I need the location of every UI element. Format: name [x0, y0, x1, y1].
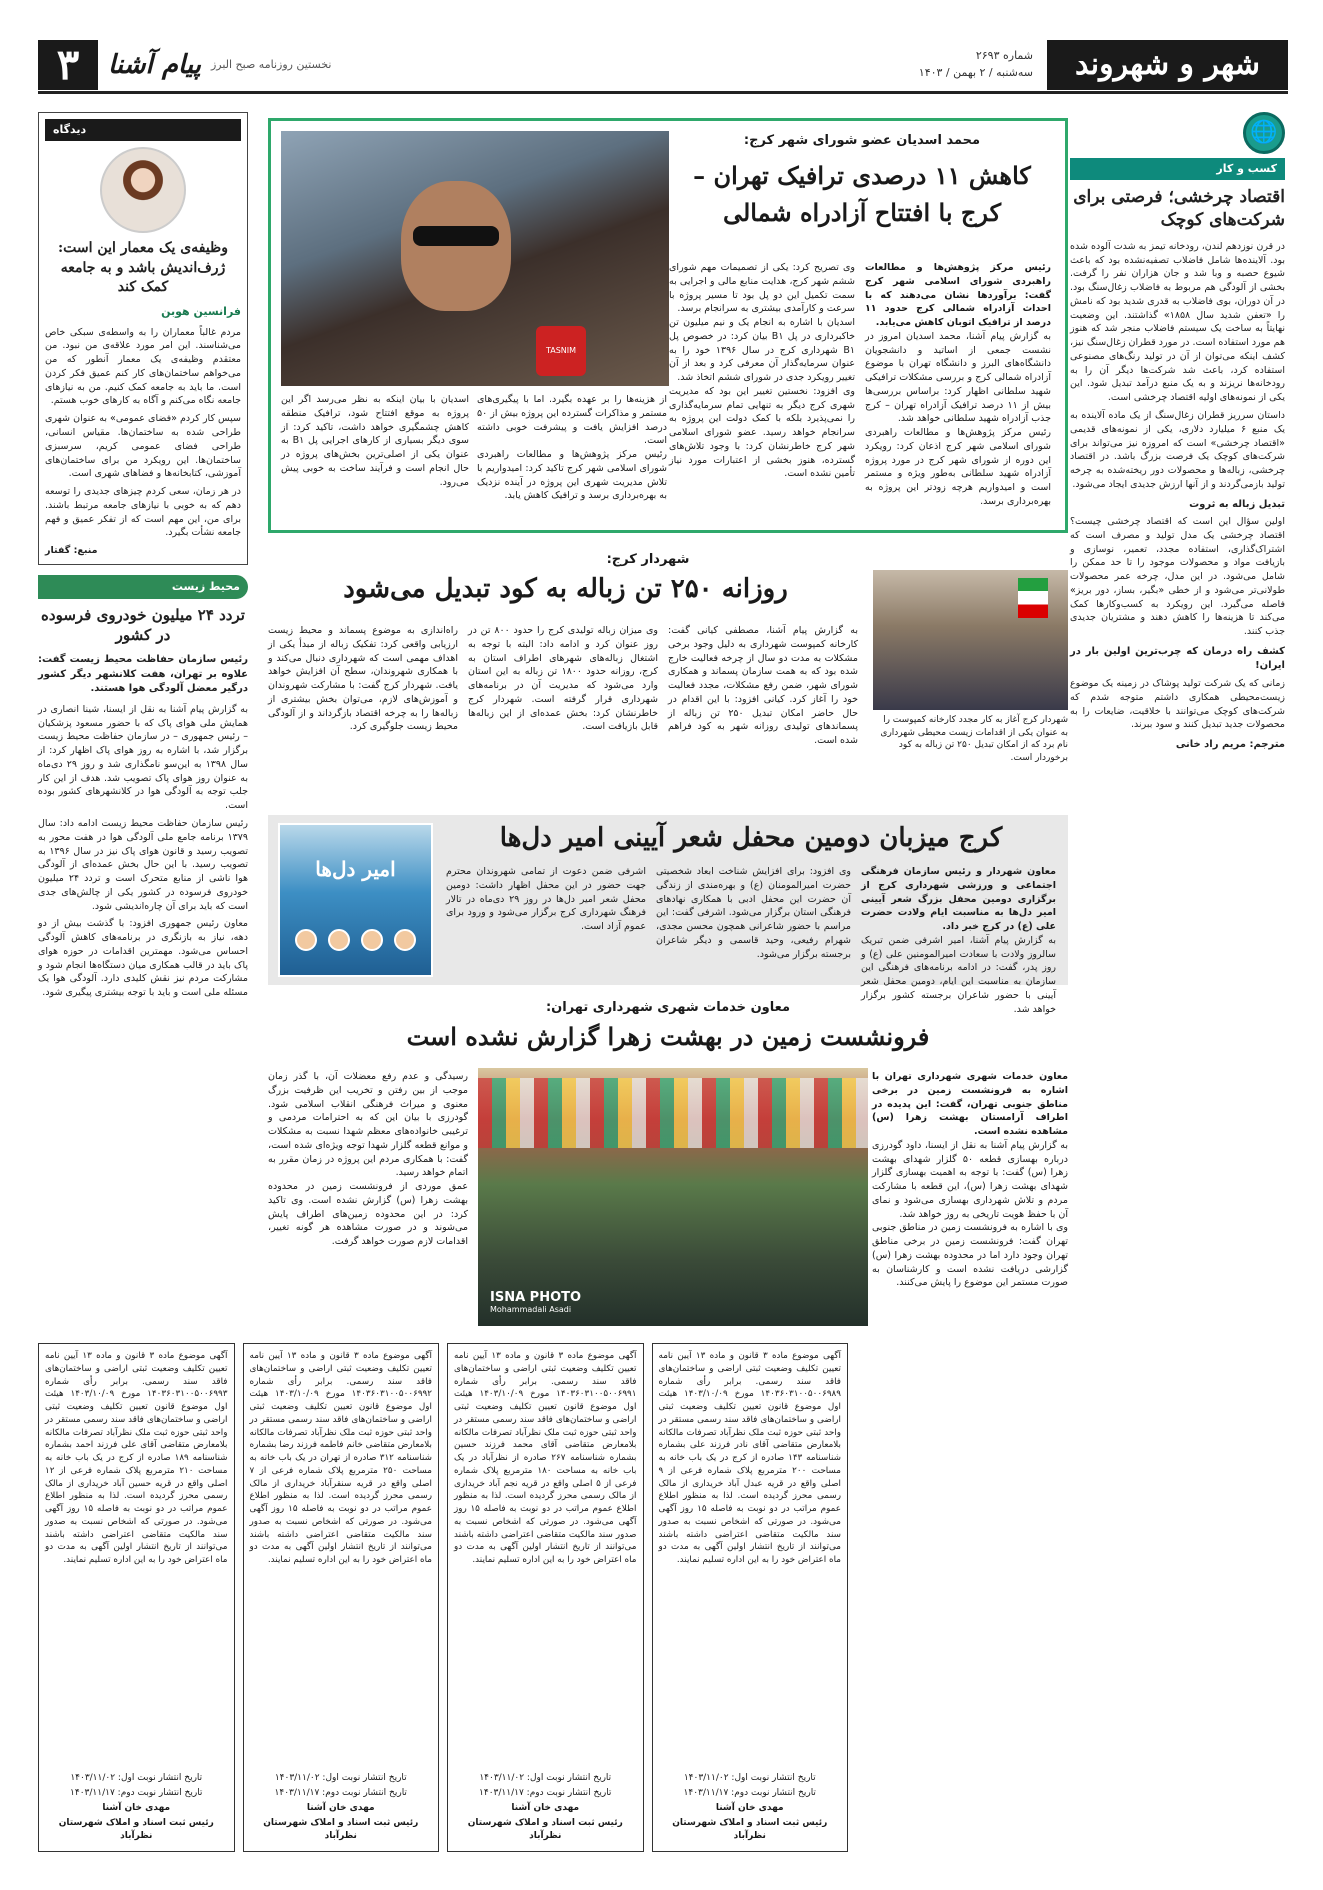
story-paragraph: وی با اشاره به فرونشست زمین در مناطق جنوبی تهران گفت: فرونشست زمین در برخی مناطق تهران وجود دارد اما در محدوده بهشت زهرا (س) گزارشی دریافت نشده است و کارشناسان به صورت مستمر این موضوع را پایش می‌کنند. [872, 1222, 1068, 1289]
story-column [872, 1070, 1068, 1332]
environment-paragraph: به گزارش پیام آشنا به نقل از ایسنا، شینا انصاری در همایش ملی هوای پاک که با حضور مسعود پزشکیان – رئیس جمهوری – در سازمان حفاظت محیط زیست برگزار شد، با اشاره به روز هوای پاک اظهار کرد: از سال ۱۳۹۸ به این‌سو نامگذاری شد و روز ۲۹ دی‌ماه به عنوان روز هوای پاک تصویب شد. هدف از این کار جلب توجه به آلودگی هوا در کلانشهرهای کشور بوده است. [38, 703, 248, 812]
event-poster [278, 823, 433, 977]
notice-signature [659, 1770, 842, 1843]
cemetery-photo [478, 1068, 868, 1326]
environment-paragraph: معاون رئیس جمهوری افزود: با گذشت بیش از دو دهه، نیاز به بازنگری در برنامه‌های کاهش آلودگی احساس می‌شود. مهمترین اقدامات در حوزه هوای پاک باید در قالب همکاری میان دستگاه‌ها انجام شود و مشارکت مردم نیز نقش کلیدی دارد. آلودگی هوا یک مسئله ملی است و باید با توجه بیشتری پیگیری شود. [38, 918, 248, 999]
story-compost [268, 540, 1068, 810]
environment-lead: رئیس سازمان حفاظت محیط زیست گفت: علاوه بر تهران، هفت کلانشهر دیگر کشور درگیر معضل آلودگی هوا هستند. [38, 654, 248, 695]
legal-notice [38, 1343, 235, 1852]
story-column [477, 393, 667, 526]
flag-icon [1018, 578, 1048, 618]
poet-portrait [328, 929, 350, 951]
newspaper-logo [38, 40, 331, 90]
story-paragraph: اسدیان با بیان اینکه به نظر می‌رسد اگر این پروژه به موقع افتتاح شود، ترافیک منطقه کاهش چشمگیری خواهد داشت، تاکید کرد: از سوی دیگر بسیاری از کارهای اجرایی پل B۱ به عنوان یکی از اصلی‌ترین بخش‌های پروژه در حال انجام است و فرآیند ساخت به خوبی پیش می‌رود. [281, 394, 469, 488]
story-lead: رئیس مرکز پژوهش‌ها و مطالعات راهبردی شورای اسلامی شهر کرج گفت: برآوردها نشان می‌دهند که با احداث آزادراه شمالی کرج حدود ۱۱ درصد از ترافیک اتوبان کاهش می‌یابد. [865, 262, 1051, 329]
article-paragraph: زمانی که یک شرکت تولید پوشاک در زمینه یک موضوع زیست‌محیطی همکاری داشتم متوجه شدم که شرکت‌های کوچک می‌توانند با خلاقیت، ضایعات را به محصولات جدید تبدیل کنند و سود ببرند. [1070, 677, 1285, 731]
globe-icon: 🌐 [1243, 112, 1285, 154]
article-paragraph: در قرن نوزدهم لندن، رودخانه تیمز به شدت آلوده شده بود. آلاینده‌ها شامل فاضلاب تصفیه‌نشده بود که باعث شیوع حصبه و وبا شد و جان هزاران نفر را گرفت. بخشی از آلودگی هم مربوط به فاضلاب زغال‌سنگ بود. در آن دوران، بوی فاضلاب به قدری شدید بود که نامش را «تعفن شدید سال ۱۸۵۸» گذاشتند. این وضعیت نهایتاً به ساخت یک سیستم فاضلاب منجر شد که هنوز هم مورد استفاده است. در مورد قطران زغال‌سنگ نیز، کشف اینکه می‌توان از آن در تولید رنگ‌های مصنوعی استفاده کرد، باعث شد شرکت‌ها دیگر آن را به رودخانه‌ها نریزند و به یک منبع درآمد تبدیل شود. این یکی از نمونه‌های اولیه اقتصاد چرخشی است. [1070, 240, 1285, 404]
story-column [468, 624, 658, 804]
author-portrait [100, 147, 186, 233]
story-headline: فرونشست زمین در بهشت زهرا گزارش نشده است [406, 1022, 930, 1051]
story-paragraph: اسدیان با اشاره به انجام یک و نیم میلیون تن خاکبرداری در پل B۱ بیان کرد: در خصوص پل B۱ شهرداری کرج در سال ۱۳۹۶ خود را به عنوان سرمایه‌گذار آن معرفی کرد و بعد از آن تغییر رویکرد جدی در شورای ششم اتخاذ شد. [669, 317, 855, 384]
story-subsidence [268, 1000, 1068, 1335]
story-paragraph: عمق موردی از فرونشست زمین در محدوده بهشت زهرا (س) گزارش نشده است. وی تاکید کرد: در این محدوده زمین‌های اطراف پایش می‌شوند و در صورت مشاهده هر گونه تغییر، اقدامات لازم صورت خواهد گرفت. [268, 1181, 468, 1248]
story-paragraph: وی میزان زباله تولیدی کرج را حدود ۸۰۰ تن در روز عنوان کرد و ادامه داد: البته با توجه به اشتغال زباله‌های شهرهای اطراف استان به کرج، روزانه حدود ۱۸۰۰ تن زباله به این استان وارد می‌شود که مدیریت آن در برنامه‌های شهرداری قرار گرفته است. شهردار کرج خاطرنشان کرد: بخش عمده‌ای از این زباله‌ها قابل بازیافت است. [468, 625, 658, 733]
story-column [268, 1070, 468, 1332]
story-paragraph: وی تصریح کرد: یکی از تصمیمات مهم شورای ششم شهر کرج، هدایت منابع مالی و اجرایی به سمت تکمیل این دو پل بود تا مسیر پروژه با سرعت و کارآمدی بیشتری به سرانجام برسد. [669, 262, 855, 315]
poet-portrait [394, 929, 416, 951]
person-face [401, 181, 511, 311]
story-paragraph: به گزارش پیام آشنا، محمد اسدیان امروز در نشست جمعی از اساتید و دانشجویان دانشگاه‌های البرز و دانشگاه تهران با موضوع آزادراه شمالی کرج و بررسی مشکلات ترافیکی شهید سلطانی اظهار کرد: براساس بررسی‌ها بیش از ۱۱ درصد ترافیک آزادراه تهران – کرج جذب آزادراه شهید سلطانی خواهد شد. [865, 330, 1051, 425]
story-paragraph: از هزینه‌ها را بر عهده بگیرد. اما با پیگیری‌های مستمر و مذاکرات گسترده این پروژه بیش از ۵۰ درصد افزایش یافت و پیشرفت خوبی داشته است. [477, 394, 667, 447]
opinion-box [38, 112, 248, 565]
story-paragraph: رئیس مرکز پژوهش‌ها و مطالعات راهبردی شورای اسلامی شهر کرج اذعان کرد: رویکرد این دوره از شورای شهر کرج در مورد پروژه آزادراه شهید سلطانی به‌طور ویژه و مستمر است و امیدواریم هرچه زودتر این پروژه به بهره‌برداری برسد. [865, 427, 1051, 508]
story-kicker: شهردار کرج: [606, 552, 690, 567]
issue-date: سه‌شنبه / ۲ بهمن / ۱۴۰۳ [918, 65, 1033, 79]
right-column [1070, 112, 1285, 1852]
logo-tagline: نخستین روزنامه صبح البرز [210, 58, 332, 71]
notice-body: آگهی موضوع ماده ۳ قانون و ماده ۱۳ آیین نامه تعیین تکلیف وضعیت ثبتی اراضی و ساختمان‌های فاقد سند رسمی. برابر رأی شماره ۱۴۰۳۶۰۳۱۰۰۵۰۰۶۹۸۹ مورخ ۱۴۰۳/۱۰/۰۹ هیئت اول موضوع قانون تعیین تکلیف وضعیت ثبتی اراضی و ساختمان‌های فاقد سند رسمی مستقر در واحد ثبتی حوزه ثبت ملک نظرآباد تصرفات مالکانه بلامعارض متقاضی آقای نادر فرزند علی بشماره شناسنامه ۱۴۳ صادره از کرج در یک باب خانه به مساحت ۲۰۰ مترمربع پلاک شماره فرعی از ۹ اصلی واقع در قریه عبدل آباد خریداری از مالک رسمی محرز گردیده است. لذا به منظور اطلاع عموم مراتب در دو نوبت به فاصله ۱۵ روز آگهی می‌شود. در صورتی که اشخاص نسبت به صدور سند مالکیت متقاضی اعتراضی داشته باشند می‌توانند از تاریخ انتشار اولین آگهی به مدت دو ماه اعتراض خود را به این اداره تسلیم نمایند. [658, 1351, 841, 1565]
article-author: مترجم: مریم راد خانی [1175, 739, 1285, 751]
environment-title: تردد ۲۴ میلیون خودروی فرسوده در کشور [41, 605, 245, 645]
opinion-source: منبع: گفتار [45, 545, 98, 557]
story-headline: کرج میزبان دومین محفل شعر آیینی امیر دل‌ها [499, 823, 1003, 853]
logo-name: پیام آشنا [108, 49, 201, 80]
notice-body: آگهی موضوع ماده ۳ قانون و ماده ۱۳ آیین نامه تعیین تکلیف وضعیت ثبتی اراضی و ساختمان‌های فاقد سند رسمی. برابر رأی شماره ۱۴۰۳۶۰۳۱۰۰۵۰۰۶۹۹۳ مورخ ۱۴۰۳/۱۰/۰۹ هیئت اول موضوع قانون تعیین تکلیف وضعیت ثبتی اراضی و ساختمان‌های فاقد سند رسمی مستقر در واحد ثبتی حوزه ثبت ملک نظرآباد تصرفات مالکانه بلامعارض متقاضی آقای علی فرزند احمد بشماره شناسنامه ۱۸۹ صادره از کرج در یک باب خانه به مساحت ۲۱۰ مترمربع پلاک شماره فرعی از ۱۲ اصلی واقع در قریه حسین آباد خریداری از مالک رسمی محرز گردیده است. لذا به منظور اطلاع عموم مراتب در دو نوبت به فاصله ۱۵ روز آگهی می‌شود. در صورتی که اشخاص نسبت به صدور سند مالکیت متقاضی اعتراضی داشته باشند می‌توانند از تاریخ انتشار اولین آگهی به مدت دو ماه اعتراض خود را به این اداره تسلیم نمایند. [45, 1351, 228, 1565]
notice-date: تاریخ انتشار نوبت دوم: ۱۴۰۳/۱۱/۱۷ [683, 1787, 816, 1798]
article-paragraph: اولین سؤال این است که اقتصاد چرخشی چیست؟ اقتصاد چرخشی یک مدل تولید و مصرف است که اشتراک‌گذاری، استفاده مجدد، تعمیر، نوسازی و بازیافت مواد و محصولات موجود را تا حد ممکن را شامل می‌شود. در این مدل، چرخه عمر محصولات طولانی‌تر می‌شود و از خطی «بگیر، بساز، دور بریز» فاصله می‌گیرد. این رویکرد به کسب‌وکارها کمک می‌کند تا هزینه‌ها را کاهش دهند و مشتریان جدیدی جذب کنند. [1070, 516, 1285, 638]
photo-agency: ISNA PHOTO [490, 1290, 582, 1305]
notice-signature [454, 1770, 637, 1843]
opinion-paragraph: سپس کار کردم «فضای عمومی» به عنوان شهری طراحی شده به ساختمان‌ها. مقیاس انسانی، طراحی فضای عمومی کریم، سرسبزی ساختمان‌ها. این رویکرد من برای ساختمان‌های آموزشی، کتابخانه‌ها و فضاهای شهری است. [45, 413, 241, 480]
issue-meta [919, 48, 1033, 81]
story-headline: روزانه ۲۵۰ تن زباله به کود تبدیل می‌شود [343, 574, 788, 604]
page-number: ۳ [38, 40, 98, 90]
environment-paragraph: رئیس سازمان حفاظت محیط زیست ادامه داد: سال ۱۳۷۹ برنامه جامع ملی آلودگی هوا در هفت محور به تصویب رسید و قانون هوای پاک نیز در سال ۱۳۹۶ به تصویب رسید. با این حال بخش عمده‌ای از آلودگی هوا ناشی از منابع متحرک است و تردد ۲۴ میلیون خودروی فرسوده در کشور یکی از چالش‌های جدی است که باید برای آن چاره‌اندیشی شود. [38, 817, 248, 912]
story-column [865, 261, 1051, 526]
story-column [861, 865, 1056, 1015]
section-block [919, 40, 1288, 90]
microphone-icon: TASNIM [536, 326, 586, 376]
notice-date: تاریخ انتشار نوبت دوم: ۱۴۰۳/۱۱/۱۷ [479, 1787, 612, 1798]
story-paragraph: رسیدگی و عدم رفع معضلات آن، با گذر زمان موجب از بین رفتن و تخریب این ظرفیت بزرگ معنوی و میراث فرهنگی انقلاب اسلامی شود. گودرزی با بیان این که به احترامات مردمی و ترغیبی خانواده‌های معظم شهدا نسبت به مشکلات و موانع قطعه گلزار شهدا توجه ویژه‌ای شده است، گفت: با همکاری مردم این پروژه در زمان مقرر به اتمام خواهد رسید. [268, 1071, 468, 1179]
legal-notice [243, 1343, 440, 1852]
section-title: شهر و شهروند [1047, 40, 1288, 90]
notice-body: آگهی موضوع ماده ۳ قانون و ماده ۱۳ آیین نامه تعیین تکلیف وضعیت ثبتی اراضی و ساختمان‌های فاقد سند رسمی. برابر رأی شماره ۱۴۰۳۶۰۳۱۰۰۵۰۰۶۹۹۱ مورخ ۱۴۰۳/۱۰/۰۹ هیئت اول موضوع قانون تعیین تکلیف وضعیت ثبتی اراضی و ساختمان‌های فاقد سند رسمی مستقر در واحد ثبتی حوزه ثبت ملک نظرآباد تصرفات مالکانه بلامعارض متقاضی آقای محمد فرزند حسین بشماره شناسنامه ۲۶۷ صادره از نظرآباد در یک باب خانه به مساحت ۱۸۰ مترمربع پلاک شماره فرعی از ۵ اصلی واقع در قریه نجم آباد خریداری از مالک رسمی محرز گردیده است. لذا به منظور اطلاع عموم مراتب در دو نوبت به فاصله ۱۵ روز آگهی می‌شود. در صورتی که اشخاص نسبت به صدور سند مالکیت متقاضی اعتراضی داشته باشند می‌توانند از تاریخ انتشار اولین آگهی به مدت دو ماه اعتراض خود را به این اداره تسلیم نمایند. [454, 1351, 637, 1565]
article-subheading: تبدیل زباله به ثروت [1189, 498, 1285, 510]
sunglasses [413, 226, 499, 246]
notice-signature [45, 1770, 228, 1843]
legal-notices [38, 1343, 848, 1852]
poet-portrait [361, 929, 383, 951]
mayor-photo [873, 570, 1068, 710]
opinion-paragraph: در هر زمان، سعی کردم چیزهای جدیدی را توسعه دهم که به خوبی با نیازهای جامعه مرتبط باشند. برای من، این مهم است که از تفکر عمیق و فهم جامعه نشأت بگیرد. [45, 486, 241, 539]
notice-date: تاریخ انتشار نوبت اول: ۱۴۰۳/۱۱/۰۲ [274, 1772, 407, 1783]
story-kicker: محمد اسدیان عضو شورای شهر کرج: [743, 133, 981, 148]
notice-body: آگهی موضوع ماده ۳ قانون و ماده ۱۳ آیین نامه تعیین تکلیف وضعیت ثبتی اراضی و ساختمان‌های فاقد سند رسمی. برابر رأی شماره ۱۴۰۳۶۰۳۱۰۰۵۰۰۶۹۹۲ مورخ ۱۴۰۳/۱۰/۰۹ هیئت اول موضوع قانون تعیین تکلیف وضعیت ثبتی اراضی و ساختمان‌های فاقد سند رسمی مستقر در واحد ثبتی حوزه ثبت ملک نظرآباد تصرفات مالکانه بلامعارض متقاضی خانم فاطمه فرزند رضا بشماره شناسنامه ۳۱۲ صادره از تهران در یک باب خانه به مساحت ۲۵۰ مترمربع پلاک شماره فرعی از ۷ اصلی واقع در قریه سنقرآباد خریداری از مالک رسمی محرز گردیده است. لذا به منظور اطلاع عموم مراتب در دو نوبت به فاصله ۱۵ روز آگهی می‌شود. در صورتی که اشخاص نسبت به صدور سند مالکیت متقاضی اعتراضی داشته باشند می‌توانند از تاریخ انتشار اولین آگهی به مدت دو ماه اعتراض خود را به این اداره تسلیم نمایند. [249, 1351, 432, 1565]
story-lead: معاون خدمات شهری شهرداری تهران با اشاره به فرونشست زمین در برخی مناطق جنوبی تهران، گفت: این پدیده در اطراف آرامستان بهشت زهرا (س) مشاهده نشده است. [872, 1071, 1068, 1138]
notice-org: رئیس ثبت اسناد و املاک شهرستان نظرآباد [263, 1817, 419, 1841]
rubric-opinion: دیدگاه [45, 119, 241, 141]
story-paragraph: به گزارش پیام آشنا، مصطفی کیانی گفت: کارخانه کمپوست شهرداری به دلیل وجود برخی مشکلات به مدت دو سال از چرخه فعالیت خارج شده بود که به همت سازمان پسماند و همکاری شورای شهر، ضمن رفع مشکلات، مجدد فعالیت خود را آغاز کرد. کیانی افزود: با این اقدام در حال حاضر امکان تبدیل ۲۵۰ تن زباله از پسماندهای تولیدی روزانه شهر به کود فراهم شده است. [668, 625, 858, 747]
notice-date: تاریخ انتشار نوبت اول: ۱۴۰۳/۱۱/۰۲ [70, 1772, 203, 1783]
story-paragraph: رئیس مرکز پژوهش‌ها و مطالعات راهبردی شورای اسلامی شهر کرج تاکید کرد: امیدواریم با تلاش مدیریت شهری این پروژه در آینده نزدیک به بهره‌برداری برسد و ترافیک کاهش یابد. [477, 449, 667, 502]
story-kicker: معاون خدمات شهری شهرداری تهران: [545, 1000, 791, 1015]
story-headline: کاهش ۱۱ درصدی ترافیک تهران – کرج با افتتاح آزادراه شمالی [693, 161, 1031, 228]
article-subheading: کشف راه درمان که چرب‌ترین اولین بار در ایران! [1070, 645, 1285, 672]
story-paragraph: به گزارش پیام آشنا، امیر اشرفی ضمن تبریک سالروز ولادت با سعادت امیرالمومنین علی (ع) و روز پدر، گفت: در ادامه برنامه‌های فرهنگی این سازمان به مناسبت این ایام، دومین محفل شعر آیینی با حضور شاعران برجسته کشور برگزار خواهد شد. [861, 934, 1056, 1015]
photo-caption: شهردار کرج آغاز به کار مجدد کارخانه کمپوست را به عنوان یکی از اقدامات زیست محیطی شهرداری نام برد که از امکان تبدیل ۲۵۰ تن زباله به کود برخوردار است. [880, 715, 1068, 763]
notice-signer: مهدی خان آشنا [306, 1802, 375, 1813]
masthead [38, 38, 1288, 94]
rubric-business: کسب و کار [1070, 158, 1285, 180]
notice-signer: مهدی خان آشنا [715, 1802, 784, 1813]
lead-story-traffic [268, 118, 1068, 533]
opinion-title: وظیفه‌ی یک معمار این است: ژرف‌اندیش باشد و به جامعه کمک کند [58, 239, 228, 296]
poster-title: امیر دل‌ها [315, 857, 396, 881]
notice-org: رئیس ثبت اسناد و املاک شهرستان نظرآباد [58, 1817, 214, 1841]
story-column [668, 624, 858, 804]
story-column [669, 261, 855, 526]
story-paragraph: وی افزود: برای افزایش شناخت ابعاد شخصیتی حضرت امیرالمومنان (ع) و بهره‌مندی از زندگی آن حضرت این محفل ادبی با همکاری نهادهای فرهنگی استان برگزار می‌شود. اشرفی گفت: این مراسم با حضور شاعرانی همچون محسن مجدی، شهرام رفیعی، وحید قاسمی و دیگر شاعران برجسته برگزار می‌شود. [656, 866, 851, 960]
story-paragraph: اشرفی ضمن دعوت از تمامی شهروندان محترم جهت حضور در این محفل اظهار داشت: دومین محفل شعر امیر دل‌ها در روز ۲۹ دی‌ماه در تالار فرهنگ شهرداری کرج برگزار می‌شود و ورود برای عموم آزاد است. [446, 866, 646, 933]
flag-bunting [478, 1078, 868, 1148]
notice-signature [250, 1770, 433, 1843]
interview-photo [281, 131, 669, 386]
story-column [268, 624, 458, 804]
article-paragraph: داستان سرریز قطران زغال‌سنگ از یک ماده آلاینده به یک منبع ۶ میلیارد دلاری، یکی از نمونه‌های قدیمی «اقتصاد چرخشی» است که امروزه نیز می‌تواند برای شرکت‌های کوچک یک فرصت بزرگ باشد. در اقتصاد چرخشی، زباله‌ها و محصولات دور ریخته‌شده به چرخه تولید بازمی‌گردند و از آنها ارزش جدیدی ایجاد می‌شود. [1070, 410, 1285, 490]
notice-org: رئیس ثبت اسناد و املاک شهرستان نظرآباد [672, 1817, 828, 1841]
story-paragraph: راه‌اندازی به موضوع پسماند و محیط زیست ارزیابی واقعی کرد: تفکیک زباله از مبدأ یکی از اهداف مهمی است که شهرداری دنبال می‌کند و با همکاری شهروندان، سطح آن افزایش خواهد یافت. شهردار کرج گفت: با مشارکت شهروندان و آموزش‌های لازم، می‌توان بخش بیشتری از زباله‌ها را به چرخه اقتصاد بازگرداند و از آلودگی محیط زیست جلوگیری کرد. [268, 625, 458, 733]
photo-author: Mohammadali Asadi [490, 1305, 572, 1314]
story-column [281, 393, 469, 526]
rubric-environment: محیط زیست [38, 575, 248, 599]
legal-notice [652, 1343, 849, 1852]
poet-portrait [295, 929, 317, 951]
story-lead: معاون شهردار و رئیس سازمان فرهنگی اجتماعی و ورزشی شهرداری کرج از برگزاری دومین محفل بزرگ شعر آیینی امیر دل‌ها به مناسبت ایام ولادت حضرت علی (ع) در کرج خبر داد. [861, 866, 1056, 933]
notice-date: تاریخ انتشار نوبت اول: ۱۴۰۳/۱۱/۰۲ [683, 1772, 816, 1783]
story-paragraph: وی افزود: نخستین تغییر این بود که مدیریت شهری کرج دیگر به تنهایی تمام سرمایه‌گذاری را نمی‌پذیرد بلکه با کمک دولت این پروژه به سرانجام خواهد رسید. عضو شورای اسلامی شهر کرج خاطرنشان کرد: با وجود تلاش‌های گسترده، هنوز بخشی از اعتبارات مورد نیاز تأمین نشده است. [669, 385, 855, 480]
notice-date: تاریخ انتشار نوبت اول: ۱۴۰۳/۱۱/۰۲ [479, 1772, 612, 1783]
opinion-author: فرانسین هوبن [161, 304, 241, 318]
notice-signer: مهدی خان آشنا [511, 1802, 580, 1813]
notice-org: رئیس ثبت اسناد و املاک شهرستان نظرآباد [467, 1817, 623, 1841]
article-title: اقتصاد چرخشی؛ فرصتی برای شرکت‌های کوچک [1073, 186, 1285, 230]
story-paragraph: به گزارش پیام آشنا به نقل از ایسنا، داود گودرزی درباره بهسازی قطعه ۵۰ گلزار شهدای بهشت زهرا (س) گفت: با توجه به اهمیت بهسازی گلزار شهدای بهشت زهرا (س)، این قطعه با مشارکت مردم و تلاش شهرداری بهسازی می‌شود و نمای آن با حفظ هویت تاریخی به روز خواهد شد. [872, 1139, 1068, 1220]
legal-notice [447, 1343, 644, 1852]
issue-number: شماره ۲۶۹۳ [975, 49, 1033, 62]
story-column [446, 865, 646, 977]
story-column [656, 865, 851, 977]
notice-date: تاریخ انتشار نوبت دوم: ۱۴۰۳/۱۱/۱۷ [70, 1787, 203, 1798]
photo-credit [490, 1290, 581, 1314]
opinion-paragraph: مردم غالباً معماران را به واسطه‌ی سبکی خاص می‌شناسند. این امر مورد علاقه‌ی من نبود. من معتقدم وظیفه‌ی یک معمار آنطور که من می‌خواهم ساختمان‌های کار کنم عمیق فکر کردن است. ما باید به جامعه کمک کنیم. من به نیازهای جامعه نگاه می‌کنم و آگاه به کارهای خوب هستم. [45, 326, 241, 407]
notice-signer: مهدی خان آشنا [102, 1802, 171, 1813]
notice-date: تاریخ انتشار نوبت دوم: ۱۴۰۳/۱۱/۱۷ [274, 1787, 407, 1798]
poster-portraits [290, 929, 421, 953]
